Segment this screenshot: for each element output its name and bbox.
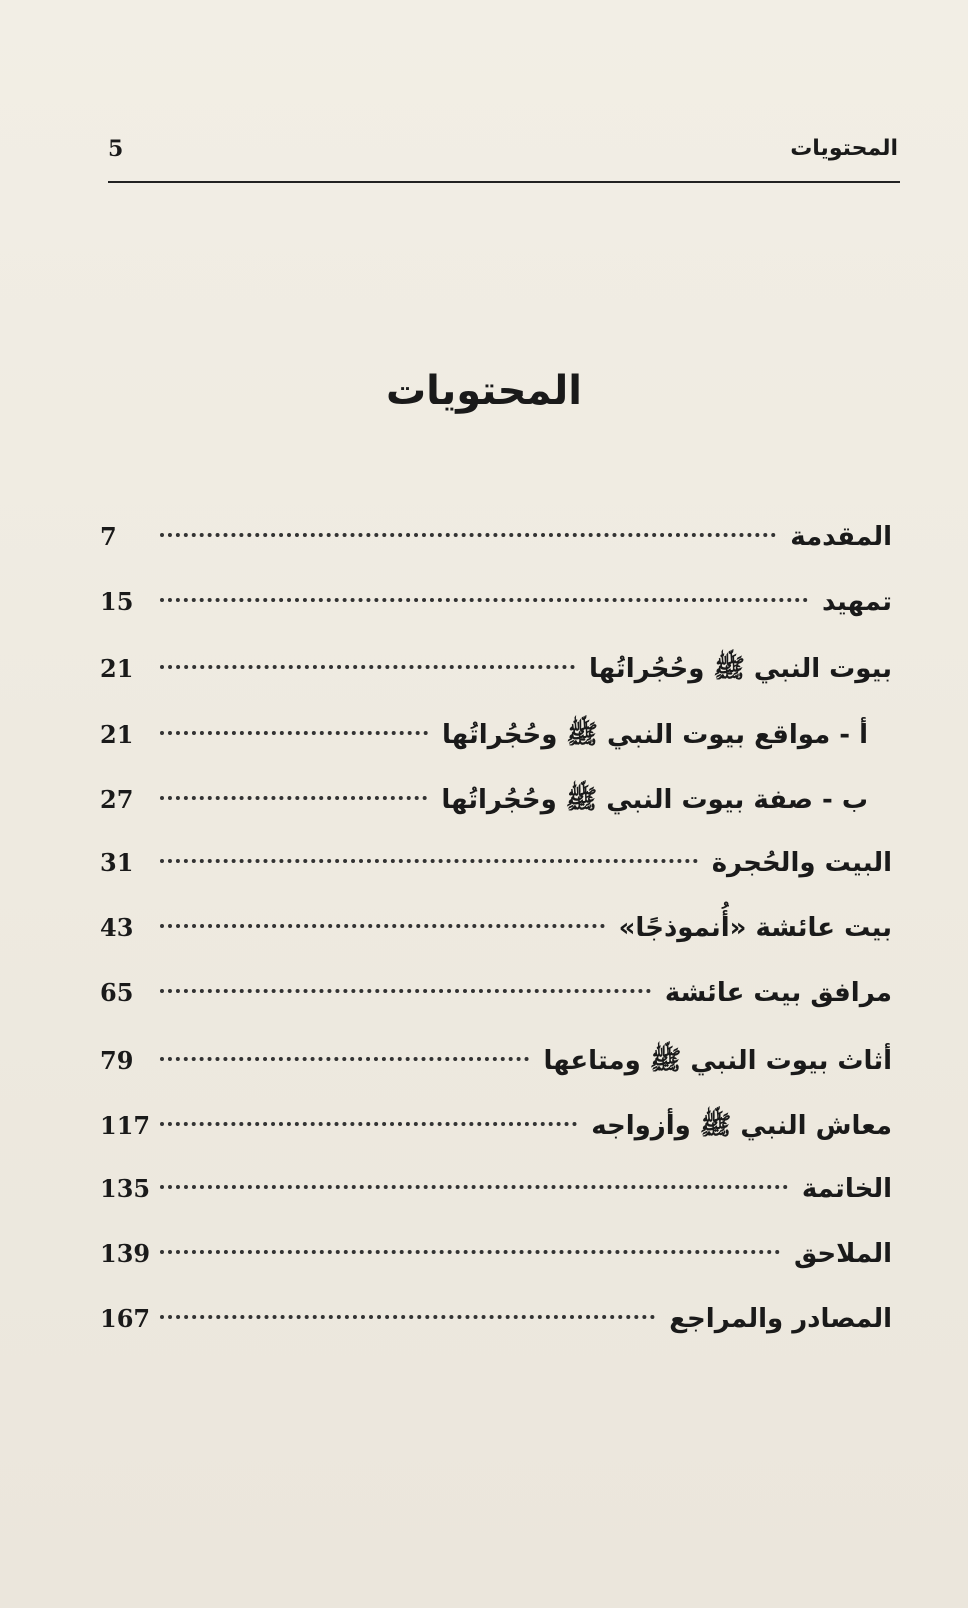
toc-entry (100, 1109, 892, 1174)
toc-entry-page: 65 (100, 978, 134, 1008)
dot-leader (160, 796, 427, 800)
toc-entry-label: بيت عائشة «أُنموذجًا» (618, 913, 892, 944)
toc-entry-label: المصادر والمراجع (669, 1304, 892, 1335)
toc-entry-page: 117 (100, 1110, 151, 1140)
toc-entry-page: 43 (100, 913, 134, 943)
toc-entry (100, 1304, 892, 1369)
toc-entry (100, 1044, 892, 1109)
toc-entry-page: 139 (100, 1239, 151, 1269)
toc-entry (100, 978, 892, 1043)
toc-entry-page: 31 (100, 847, 134, 877)
toc-entry-page: 21 (100, 654, 134, 684)
table-of-contents (100, 522, 892, 1369)
toc-entry-page: 167 (100, 1304, 151, 1334)
dot-leader (160, 1315, 655, 1319)
page-number: 5 (108, 136, 124, 162)
toc-entry (100, 1239, 892, 1304)
toc-entry-page: 27 (100, 784, 134, 814)
dot-leader (160, 1122, 577, 1126)
dot-leader (160, 731, 428, 735)
dot-leader (160, 665, 575, 669)
toc-entry-label: البيت والحُجرة (711, 847, 892, 878)
running-title: المحتويات (790, 136, 898, 161)
running-header (108, 136, 898, 176)
toc-entry-label: المقدمة (790, 522, 892, 552)
toc-entry (100, 522, 892, 587)
toc-entry-label: ب - صفة بيوت النبي ﷺ وحُجُراتُها (441, 784, 868, 815)
dot-leader (160, 859, 698, 863)
toc-entry (100, 848, 892, 913)
dot-leader (160, 924, 605, 928)
dot-leader (160, 989, 651, 993)
toc-entry-page: 21 (100, 719, 134, 749)
toc-entry (100, 652, 892, 717)
toc-entry (100, 1174, 892, 1239)
toc-entry-label: معاش النبي ﷺ وأزواجه (591, 1110, 892, 1141)
toc-subentry (100, 783, 892, 848)
toc-entry-page: 79 (100, 1045, 134, 1075)
toc-title: المحتويات (385, 368, 582, 414)
toc-entry-label: أ - مواقع بيوت النبي ﷺ وحُجُراتُها (442, 719, 868, 750)
dot-leader (160, 1057, 529, 1061)
dot-leader (160, 1250, 780, 1254)
toc-entry-label: تمهيد (822, 587, 892, 618)
toc-entry (100, 587, 892, 652)
header-rule (108, 181, 900, 183)
toc-entry-label: الملاحق (793, 1239, 892, 1270)
toc-entry-page: 7 (100, 522, 117, 551)
toc-entry-page: 15 (100, 587, 134, 617)
toc-subentry (100, 718, 892, 783)
dot-leader (160, 533, 776, 537)
dot-leader (160, 598, 808, 602)
toc-entry (100, 913, 892, 978)
toc-entry-page: 135 (100, 1173, 151, 1203)
toc-entry-label: مرافق بيت عائشة (664, 978, 892, 1009)
toc-entry-label: أثاث بيوت النبي ﷺ ومتاعها (543, 1045, 892, 1076)
dot-leader (160, 1185, 788, 1189)
toc-entry-label: الخاتمة (801, 1173, 892, 1204)
toc-entry-label: بيوت النبي ﷺ وحُجُراتُها (589, 654, 892, 685)
